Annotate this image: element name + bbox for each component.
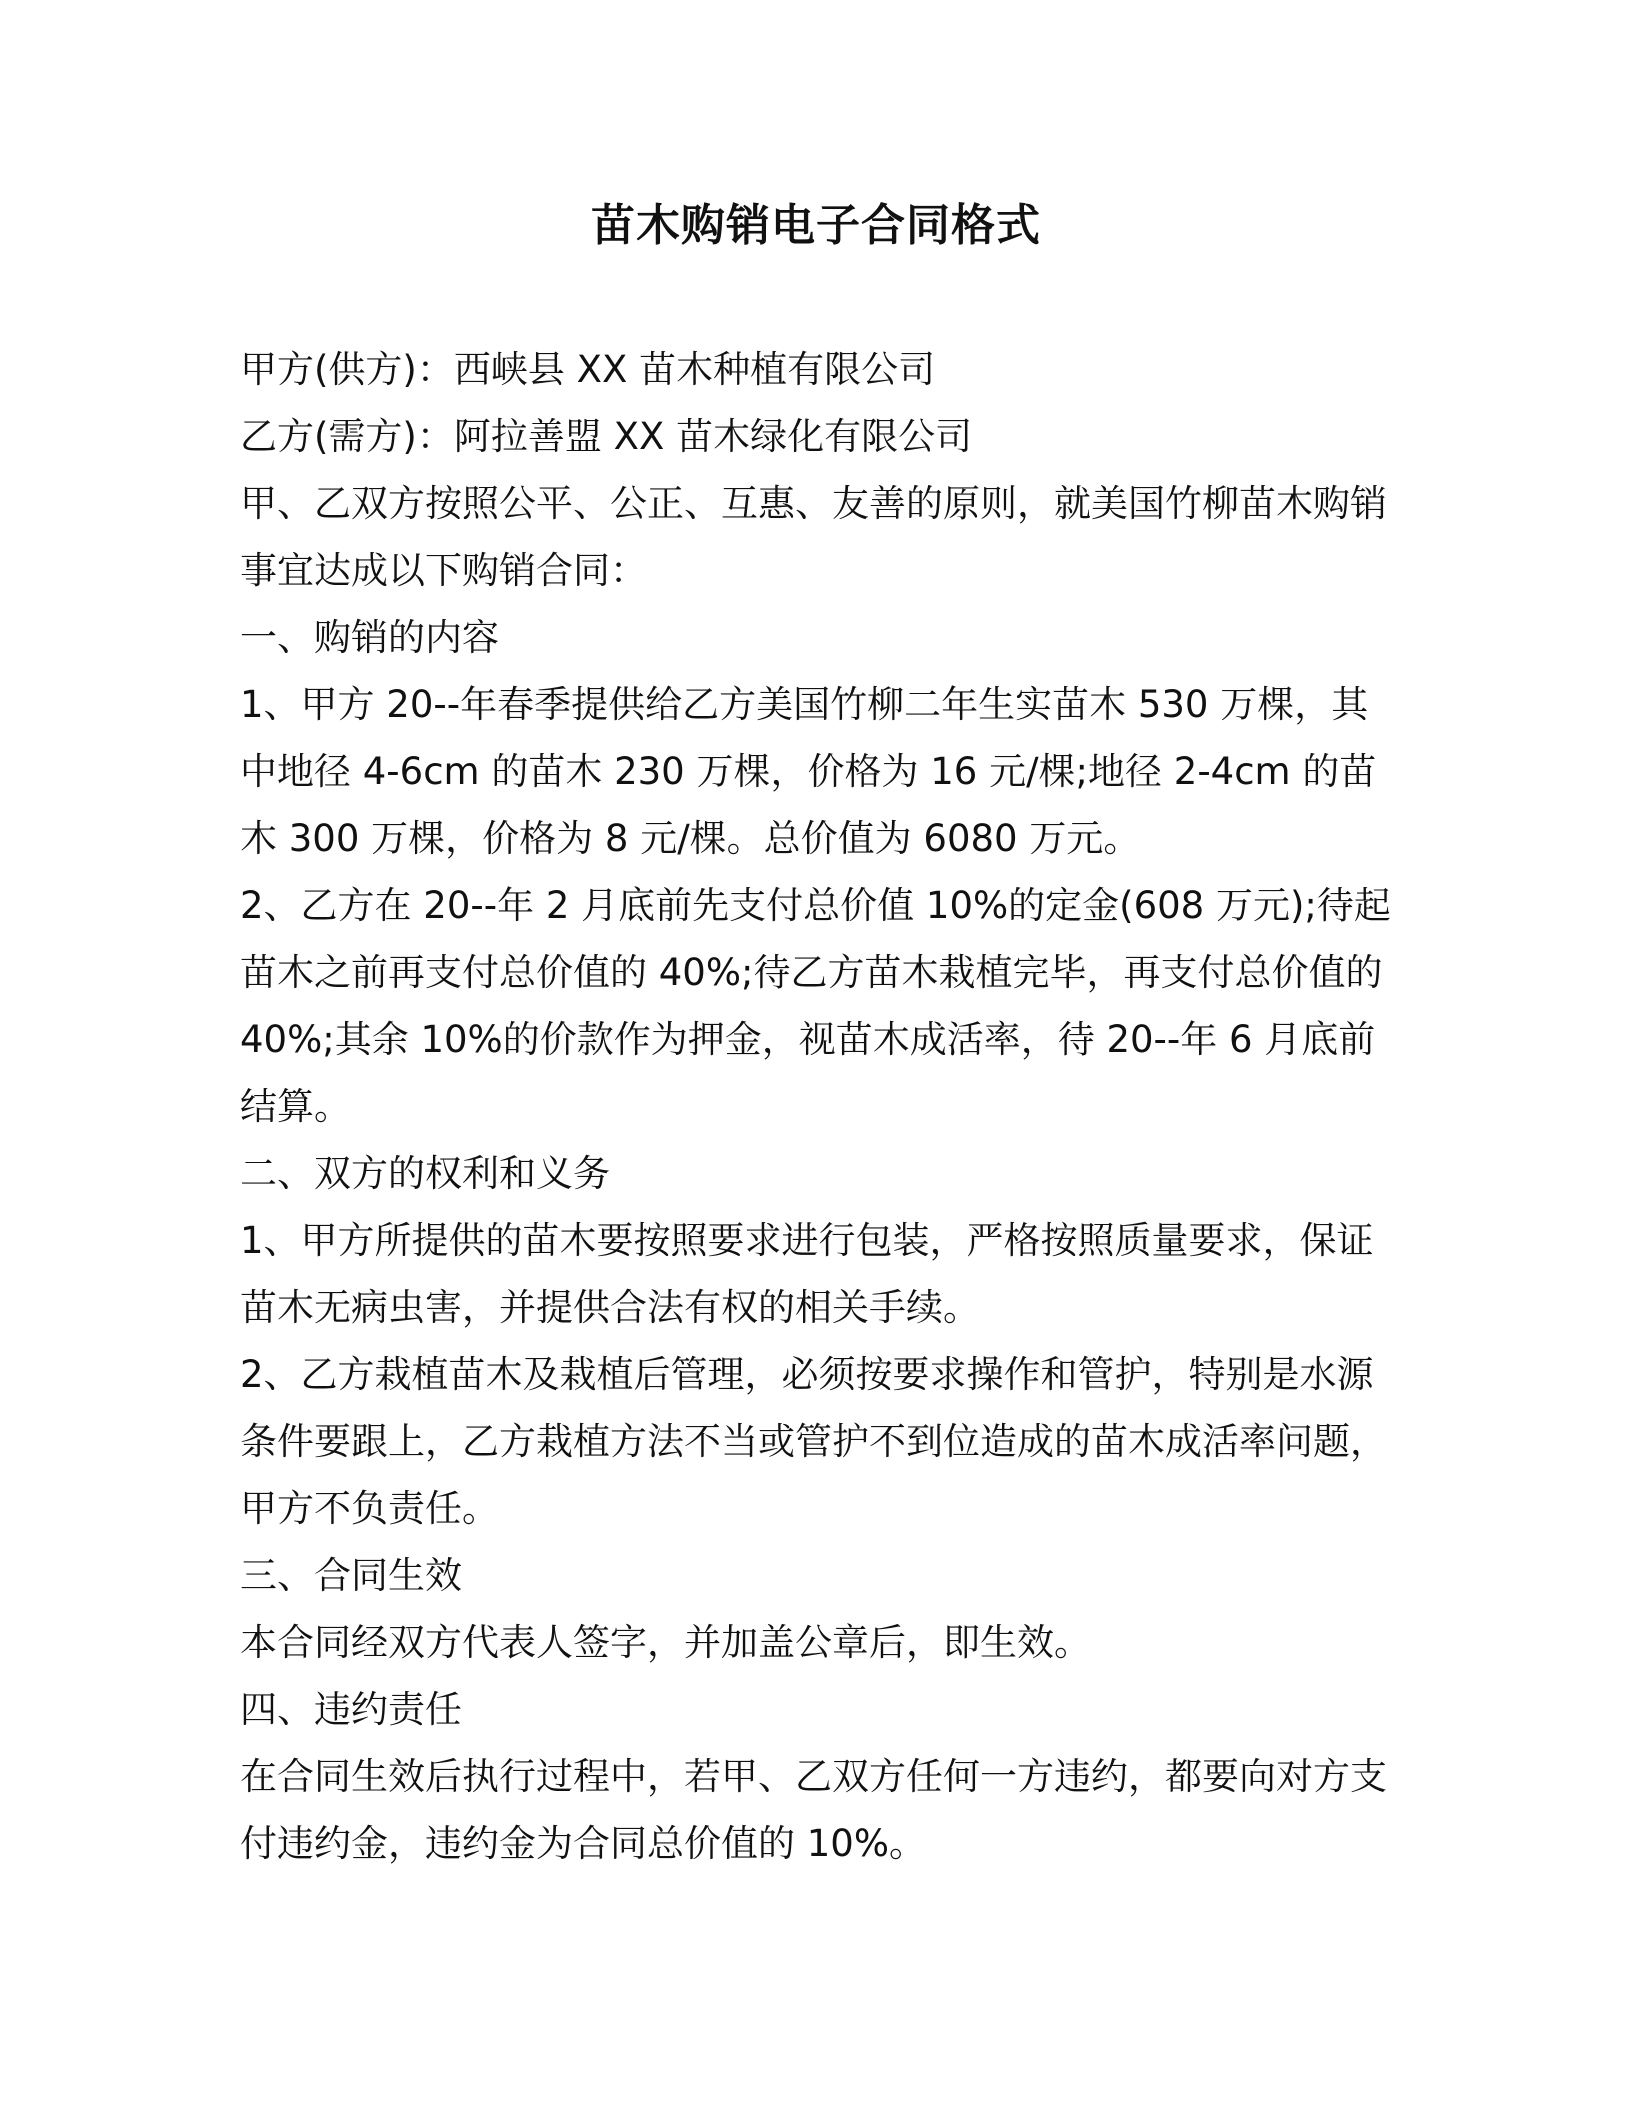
clause-paragraph: 1、甲方所提供的苗木要按照要求进行包装，严格按照质量要求，保证苗木无病虫害，并提供合法有权的相关手续。 [240,1219,1374,1329]
party-a-line: 甲方(供方)：西峡县 XX 苗木种植有限公司 [240,348,936,391]
party-b-line: 乙方(需方)：阿拉善盟 XX 苗木绿化有限公司 [240,415,973,458]
clause-paragraph: 在合同生效后执行过程中，若甲、乙双方任何一方违约，都要向对方支付违约金，违约金为合同总价值的 10%。 [240,1755,1387,1865]
clause-paragraph: 2、乙方在 20--年 2 月底前先支付总价值 10%的定金(608 万元);待起苗木之前再支付总价值的 40%;待乙方苗木栽植完毕，再支付总价值的 40%;其余 10%的价款作为押金，视苗木成活率，待 20--年 6 月底前结算。 [240,884,1391,1128]
preamble-paragraph: 甲、乙双方按照公平、公正、互惠、友善的原则，就美国竹柳苗木购销事宜达成以下购销合同： [240,482,1387,592]
section-heading: 三、合同生效 [240,1554,462,1597]
clause-paragraph: 1、甲方 20--年春季提供给乙方美国竹柳二年生实苗木 530 万棵，其中地径 4-6cm 的苗木 230 万棵，价格为 16 元/棵;地径 2-4cm 的苗木 300 万棵，价格为 8 元/棵。总价值为 6080 万元。 [240,683,1377,860]
document-body [240,336,1400,1877]
clause-paragraph: 2、乙方栽植苗木及栽植后管理，必须按要求操作和管护，特别是水源条件要跟上，乙方栽植方法不当或管护不到位造成的苗木成活率问题，甲方不负责任。 [240,1353,1387,1530]
section-heading: 二、双方的权利和义务 [240,1152,610,1195]
clause-paragraph: 本合同经双方代表人签字，并加盖公章后，即生效。 [240,1621,1091,1664]
document-title: 苗木购销电子合同格式 [591,200,1041,251]
section-heading: 四、违约责任 [240,1688,462,1731]
section-heading: 一、购销的内容 [240,616,499,659]
